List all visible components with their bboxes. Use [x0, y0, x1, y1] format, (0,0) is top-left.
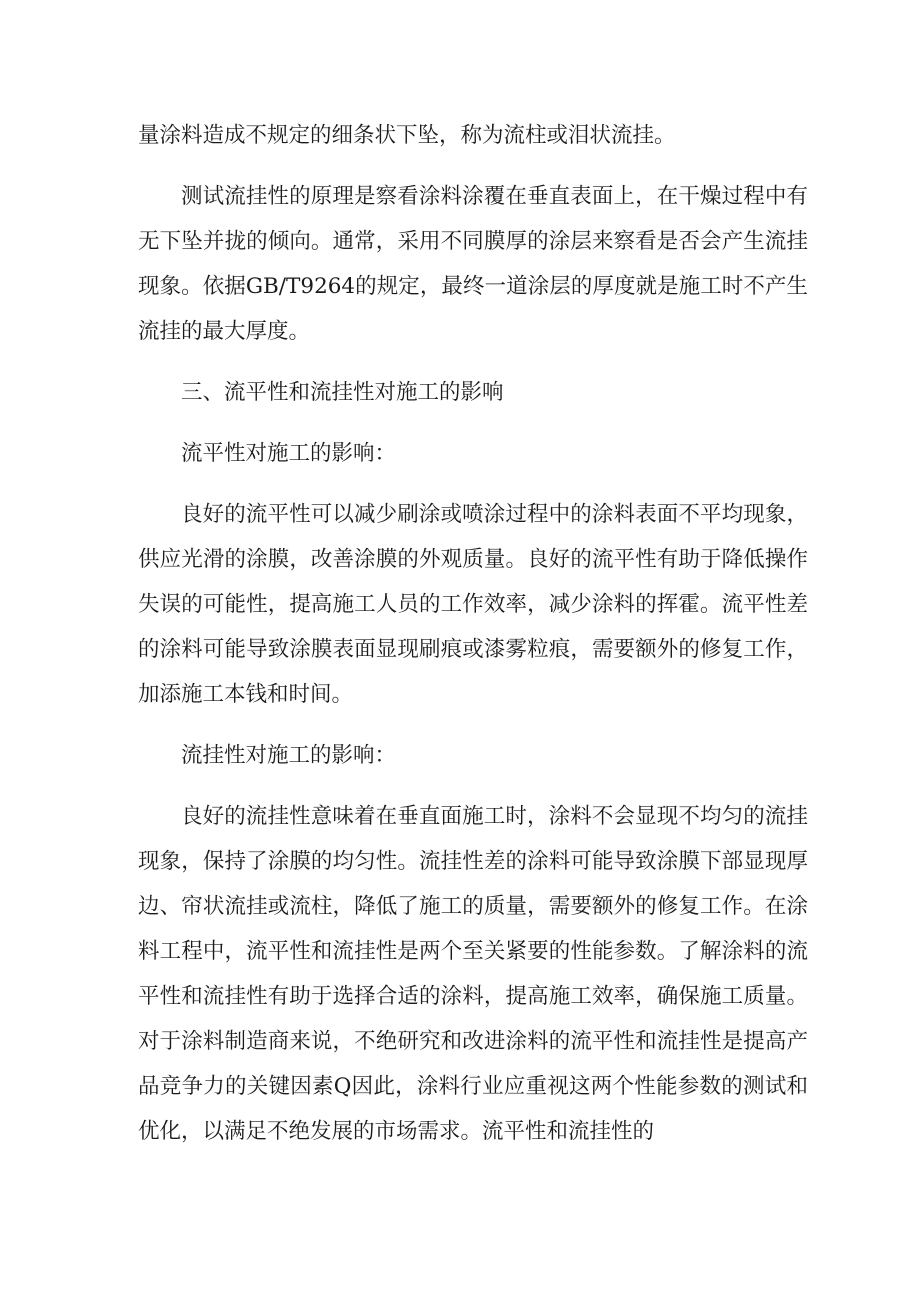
section-heading: 三、流平性和流挂性对施工的影响: [181, 380, 504, 405]
paragraph-leveling-impact: 良好的流平性可以减少刷涂或喷涂过程中的涂料表面不平均现象，供应光滑的涂膜，改善涂膜的外观质量。良好的流平性有助于降低操作失误的可能性，提高施工人员的工作效率，减少涂料的挥霍。流平性差的涂料可能导致涂膜表面显现刷痕或漆雾粒痕，需要额外的修复工作，加添施工本钱和时间。: [138, 502, 808, 707]
subheading-sagging: 流挂性对施工的影响：: [181, 743, 397, 768]
subheading-leveling: 流平性对施工的影响：: [181, 441, 397, 466]
paragraph-continuation: 量涂料造成不规定的细条状下坠，称为流柱或泪状流挂。: [138, 123, 676, 148]
paragraph-test-principle: 测试流挂性的原理是察看涂料涂覆在垂直表面上，在干燥过程中有无下坠并拢的倾向。通常，采用不同膜厚的涂层来察看是否会产生流挂现象。依据GB/T9264的规定，最终一道涂层的厚度就是施工时不产生流挂的最大厚度。: [138, 184, 808, 344]
document-body: [138, 113, 808, 1170]
paragraph-sagging-impact: 良好的流挂性意味着在垂直面施工时，涂料不会显现不均匀的流挂现象，保持了涂膜的均匀性。流挂性差的涂料可能导致涂膜下部显现厚边、帘状流挂或流柱，降低了施工的质量，需要额外的修复工作。在涂料工程中，流平性和流挂性是两个至关紧要的性能参数。了解涂料的流平性和流挂性有助于选择合适的涂料，提高施工效率，确保施工质量。对于涂料制造商来说，不绝研究和改进涂料的流平性和流挂性是提高产品竞争力的关键因素Q因此，涂料行业应重视这两个性能参数的测试和优化，以满足不绝发展的市场需求。流平性和流挂性的: [138, 804, 808, 1144]
